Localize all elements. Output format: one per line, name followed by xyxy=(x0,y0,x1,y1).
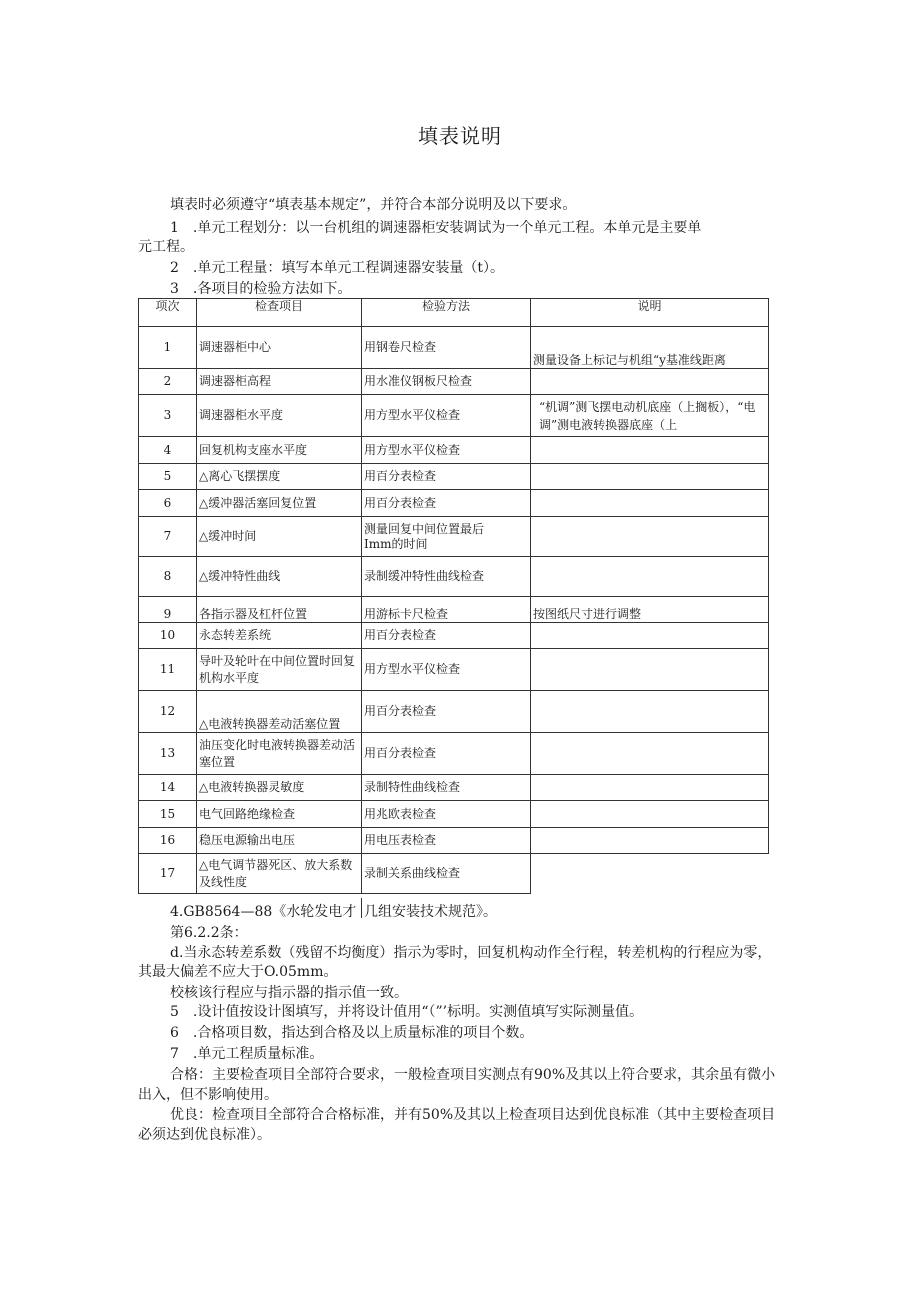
row-item: 电气回路绝缘检查 xyxy=(197,801,362,828)
row-number: 12 xyxy=(139,691,197,733)
table-row xyxy=(139,801,769,828)
header-cell: 检查项目 xyxy=(197,299,362,327)
row-note-text: “机调”测飞摆电动机底座（上搁板），“电调”测电液转换器底座（上 xyxy=(539,399,756,432)
item1-text: 1 .单元工程划分：以一台机组的调速器柜安装调试为一个单元工程。本单元是主要单 xyxy=(170,220,702,236)
item7-text: 7 .单元工程质量标准。 xyxy=(170,1046,324,1062)
row-item-text: 油压变化时电液转换器差动活塞位置 xyxy=(199,737,356,769)
row-note xyxy=(531,775,769,801)
clause-d-text-cont: 其最大偏差不应大于O.05mm。 xyxy=(138,964,338,980)
item2-text: 2 .单元工程量：填写本单元工程调速器安装量（t）。 xyxy=(170,260,504,276)
row-note xyxy=(531,490,769,517)
page-title: 填表说明 xyxy=(418,124,502,148)
table-row xyxy=(139,437,769,464)
row-item: 调速器柜高程 xyxy=(197,369,362,395)
check-text: 校核该行程应与指示器的指示值一致。 xyxy=(170,985,408,1001)
item1-text-cont: 元工程。 xyxy=(138,239,194,255)
row-note xyxy=(531,828,769,854)
row-note xyxy=(531,395,769,437)
row-method: 用百分表检查 xyxy=(362,623,531,649)
row-item: 调速器柜水平度 xyxy=(197,395,362,437)
row-item xyxy=(197,854,362,894)
pass-standard-text: 合格：主要检查项目全部符合要求，一般检查项目实测点有90%及其以上符合要求，其余虽有微小 xyxy=(170,1067,776,1083)
row-number: 8 xyxy=(139,557,197,597)
clause-title: 第6.2.2条： xyxy=(170,925,248,941)
row-item-text: △电气调节器死区、放大系数及线性度 xyxy=(199,857,353,889)
table-row xyxy=(139,649,769,691)
row-number: 1 xyxy=(139,327,197,369)
row-item: △缓冲器活塞回复位置 xyxy=(197,490,362,517)
row-method: 用百分表检查 xyxy=(362,490,531,517)
table-header-row xyxy=(139,299,769,327)
row-number: 13 xyxy=(139,733,197,775)
row-number: 16 xyxy=(139,828,197,854)
excellent-standard-text-cont: 必须达到优良标准）。 xyxy=(138,1127,271,1143)
excellent-standard-text: 优良：检查项目全部符合合格标准，并有50%及其以上检查项目达到优良标准（其中主要检查项目 xyxy=(170,1107,776,1123)
row-note xyxy=(531,854,769,894)
header-cell: 检验方法 xyxy=(362,299,531,327)
item4-text-cont: 几组安装技术规范》。 xyxy=(364,904,497,920)
row-number: 14 xyxy=(139,775,197,801)
table-row xyxy=(139,464,769,490)
row-number: 17 xyxy=(139,854,197,894)
row-note xyxy=(531,327,769,369)
table-row xyxy=(139,490,769,517)
row-method: 用水准仪钢板尺检查 xyxy=(362,369,531,395)
table-row xyxy=(139,828,769,854)
item3-text: 3 .各项目的检验方法如下。 xyxy=(170,281,352,297)
row-note xyxy=(531,623,769,649)
row-number: 6 xyxy=(139,490,197,517)
row-item: 永态转差系统 xyxy=(197,623,362,649)
row-note xyxy=(531,557,769,597)
row-method: 录制特性曲线检查 xyxy=(362,775,531,801)
row-item: 稳压电源输出电压 xyxy=(197,828,362,854)
table-row xyxy=(139,597,769,623)
table-row xyxy=(139,517,769,557)
row-number: 5 xyxy=(139,464,197,490)
table-row xyxy=(139,733,769,775)
table-row xyxy=(139,557,769,597)
row-method: 用钢卷尺检查 xyxy=(362,327,531,369)
row-note xyxy=(531,691,769,733)
row-note xyxy=(531,649,769,691)
pass-standard-text-cont: 出入，但不影响使用。 xyxy=(138,1087,278,1103)
row-method: 用百分表检查 xyxy=(362,691,531,733)
table-row xyxy=(139,623,769,649)
row-item-text: 导叶及轮叶在中间位置时回复机构水平度 xyxy=(199,653,356,685)
row-method: 用兆欧表检查 xyxy=(362,801,531,828)
table-row xyxy=(139,327,769,369)
row-item: △缓冲时间 xyxy=(197,517,362,557)
clause-d-text: d.当永态转差系数（残留不均衡度）指示为零时，回复机构动作全行程，转差机构的行程应为零， xyxy=(170,945,772,961)
row-method: 用方型水平仪检查 xyxy=(362,437,531,464)
row-item: △离心飞摆摆度 xyxy=(197,464,362,490)
row-method: 用方型水平仪检查 xyxy=(362,649,531,691)
table-row xyxy=(139,369,769,395)
row-note: 按图纸尺寸进行调整 xyxy=(531,597,769,623)
row-method xyxy=(362,517,531,557)
inspection-table xyxy=(138,298,769,894)
row-item: △电液转换器灵敏度 xyxy=(197,775,362,801)
row-method: 录制关系曲线检查 xyxy=(362,854,531,894)
row-note xyxy=(531,369,769,395)
table-row xyxy=(139,395,769,437)
header-cell: 项次 xyxy=(139,299,197,327)
row-method: 录制缓冲特性曲线检查 xyxy=(362,557,531,597)
item5-text: 5 .设计值按设计图填写，并将设计值用“（”’标明。实测值填写实际测量值。 xyxy=(170,1004,644,1020)
table-row xyxy=(139,854,769,894)
item4-text: 4.GB8564—88《水轮发电才 xyxy=(170,904,357,920)
row-method: 用百分表检查 xyxy=(362,464,531,490)
row-method: 用百分表检查 xyxy=(362,733,531,775)
item6-text: 6 .合格项目数，指达到合格及以上质量标准的项目个数。 xyxy=(170,1025,534,1041)
row-item: 各指示器及杠杆位置 xyxy=(197,597,362,623)
intro-text: 填表时必须遵守“填表基本规定”，并符合本部分说明及以下要求。 xyxy=(170,197,577,213)
row-note-text: 测量设备上标记与机组“y基准线距离 xyxy=(533,353,726,367)
row-item: 回复机构支座水平度 xyxy=(197,437,362,464)
row-note xyxy=(531,733,769,775)
table-row xyxy=(139,691,769,733)
row-number: 4 xyxy=(139,437,197,464)
row-item xyxy=(197,733,362,775)
row-method: 用方型水平仪检查 xyxy=(362,395,531,437)
row-number: 15 xyxy=(139,801,197,828)
row-note xyxy=(531,517,769,557)
table-divider xyxy=(361,898,362,918)
row-number: 2 xyxy=(139,369,197,395)
row-number: 11 xyxy=(139,649,197,691)
row-method-text: 测量回复中间位置最后Imm的时间 xyxy=(364,521,485,551)
row-item: △电液转换器差动活塞位置 xyxy=(197,691,362,733)
row-item xyxy=(197,649,362,691)
row-item: △缓冲特性曲线 xyxy=(197,557,362,597)
row-number: 10 xyxy=(139,623,197,649)
row-number: 9 xyxy=(139,597,197,623)
row-note xyxy=(531,464,769,490)
row-note xyxy=(531,437,769,464)
row-method: 用游标卡尺检查 xyxy=(362,597,531,623)
row-item: 调速器柜中心 xyxy=(197,327,362,369)
row-number: 7 xyxy=(139,517,197,557)
header-cell: 说明 xyxy=(531,299,769,327)
row-method: 用电压表检查 xyxy=(362,828,531,854)
row-note xyxy=(531,801,769,828)
table-row xyxy=(139,775,769,801)
row-number: 3 xyxy=(139,395,197,437)
